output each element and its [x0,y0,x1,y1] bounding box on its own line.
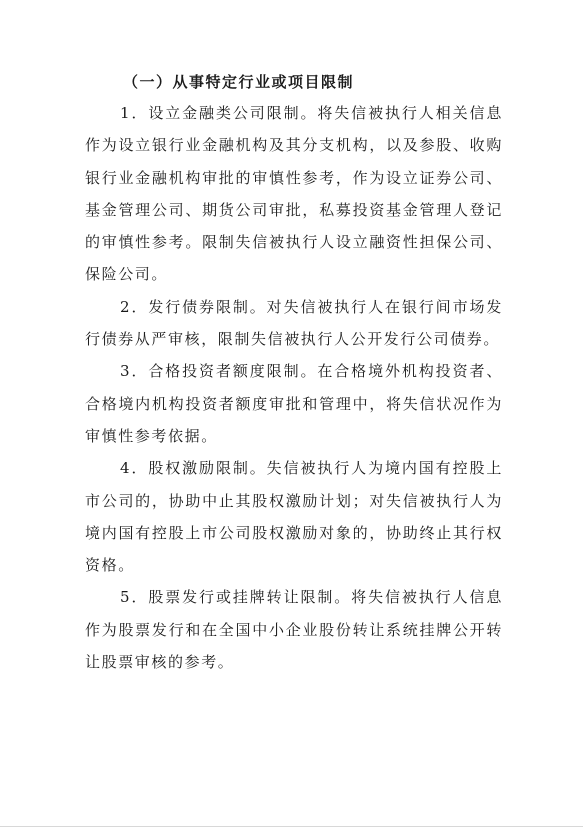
paragraph-bond-issuance: 2．发行债券限制。对失信被执行人在银行间市场发行债券从严审核，限制失信被执行人公开发行公司债券。 [85,297,503,349]
paragraph-stock-issuance: 5．股票发行或挂牌转让限制。将失信被执行人信息作为股票发行和在全国中小企业股份转让系统挂牌公开转让股票审核的参考。 [85,588,503,672]
paragraph-financial-company: 1．设立金融类公司限制。将失信被执行人相关信息作为设立银行业金融机构及其分支机构，以及参股、收购银行业金融机构审批的审慎性参考，作为设立证券公司、基金管理公司、期货公司审批，私募投资基金管理人登记的审慎性参考。限制失信被执行人设立融资性担保公司、保险公司。 [85,104,503,284]
page-bottom-divider [0,826,583,827]
paragraph-equity-incentive: 4．股权激励限制。失信被执行人为境内国有控股上市公司的，协助中止其股权激励计划；对失信被执行人为境内国有控股上市公司股权激励对象的，协助终止其行权资格。 [85,459,503,575]
paragraph-qualified-investor: 3．合格投资者额度限制。在合格境外机构投资者、合格境内机构投资者额度审批和管理中，将失信状况作为审慎性参考依据。 [85,362,503,445]
document-body [85,97,503,678]
section-heading: （一）从事特定行业或项目限制 [123,73,355,91]
